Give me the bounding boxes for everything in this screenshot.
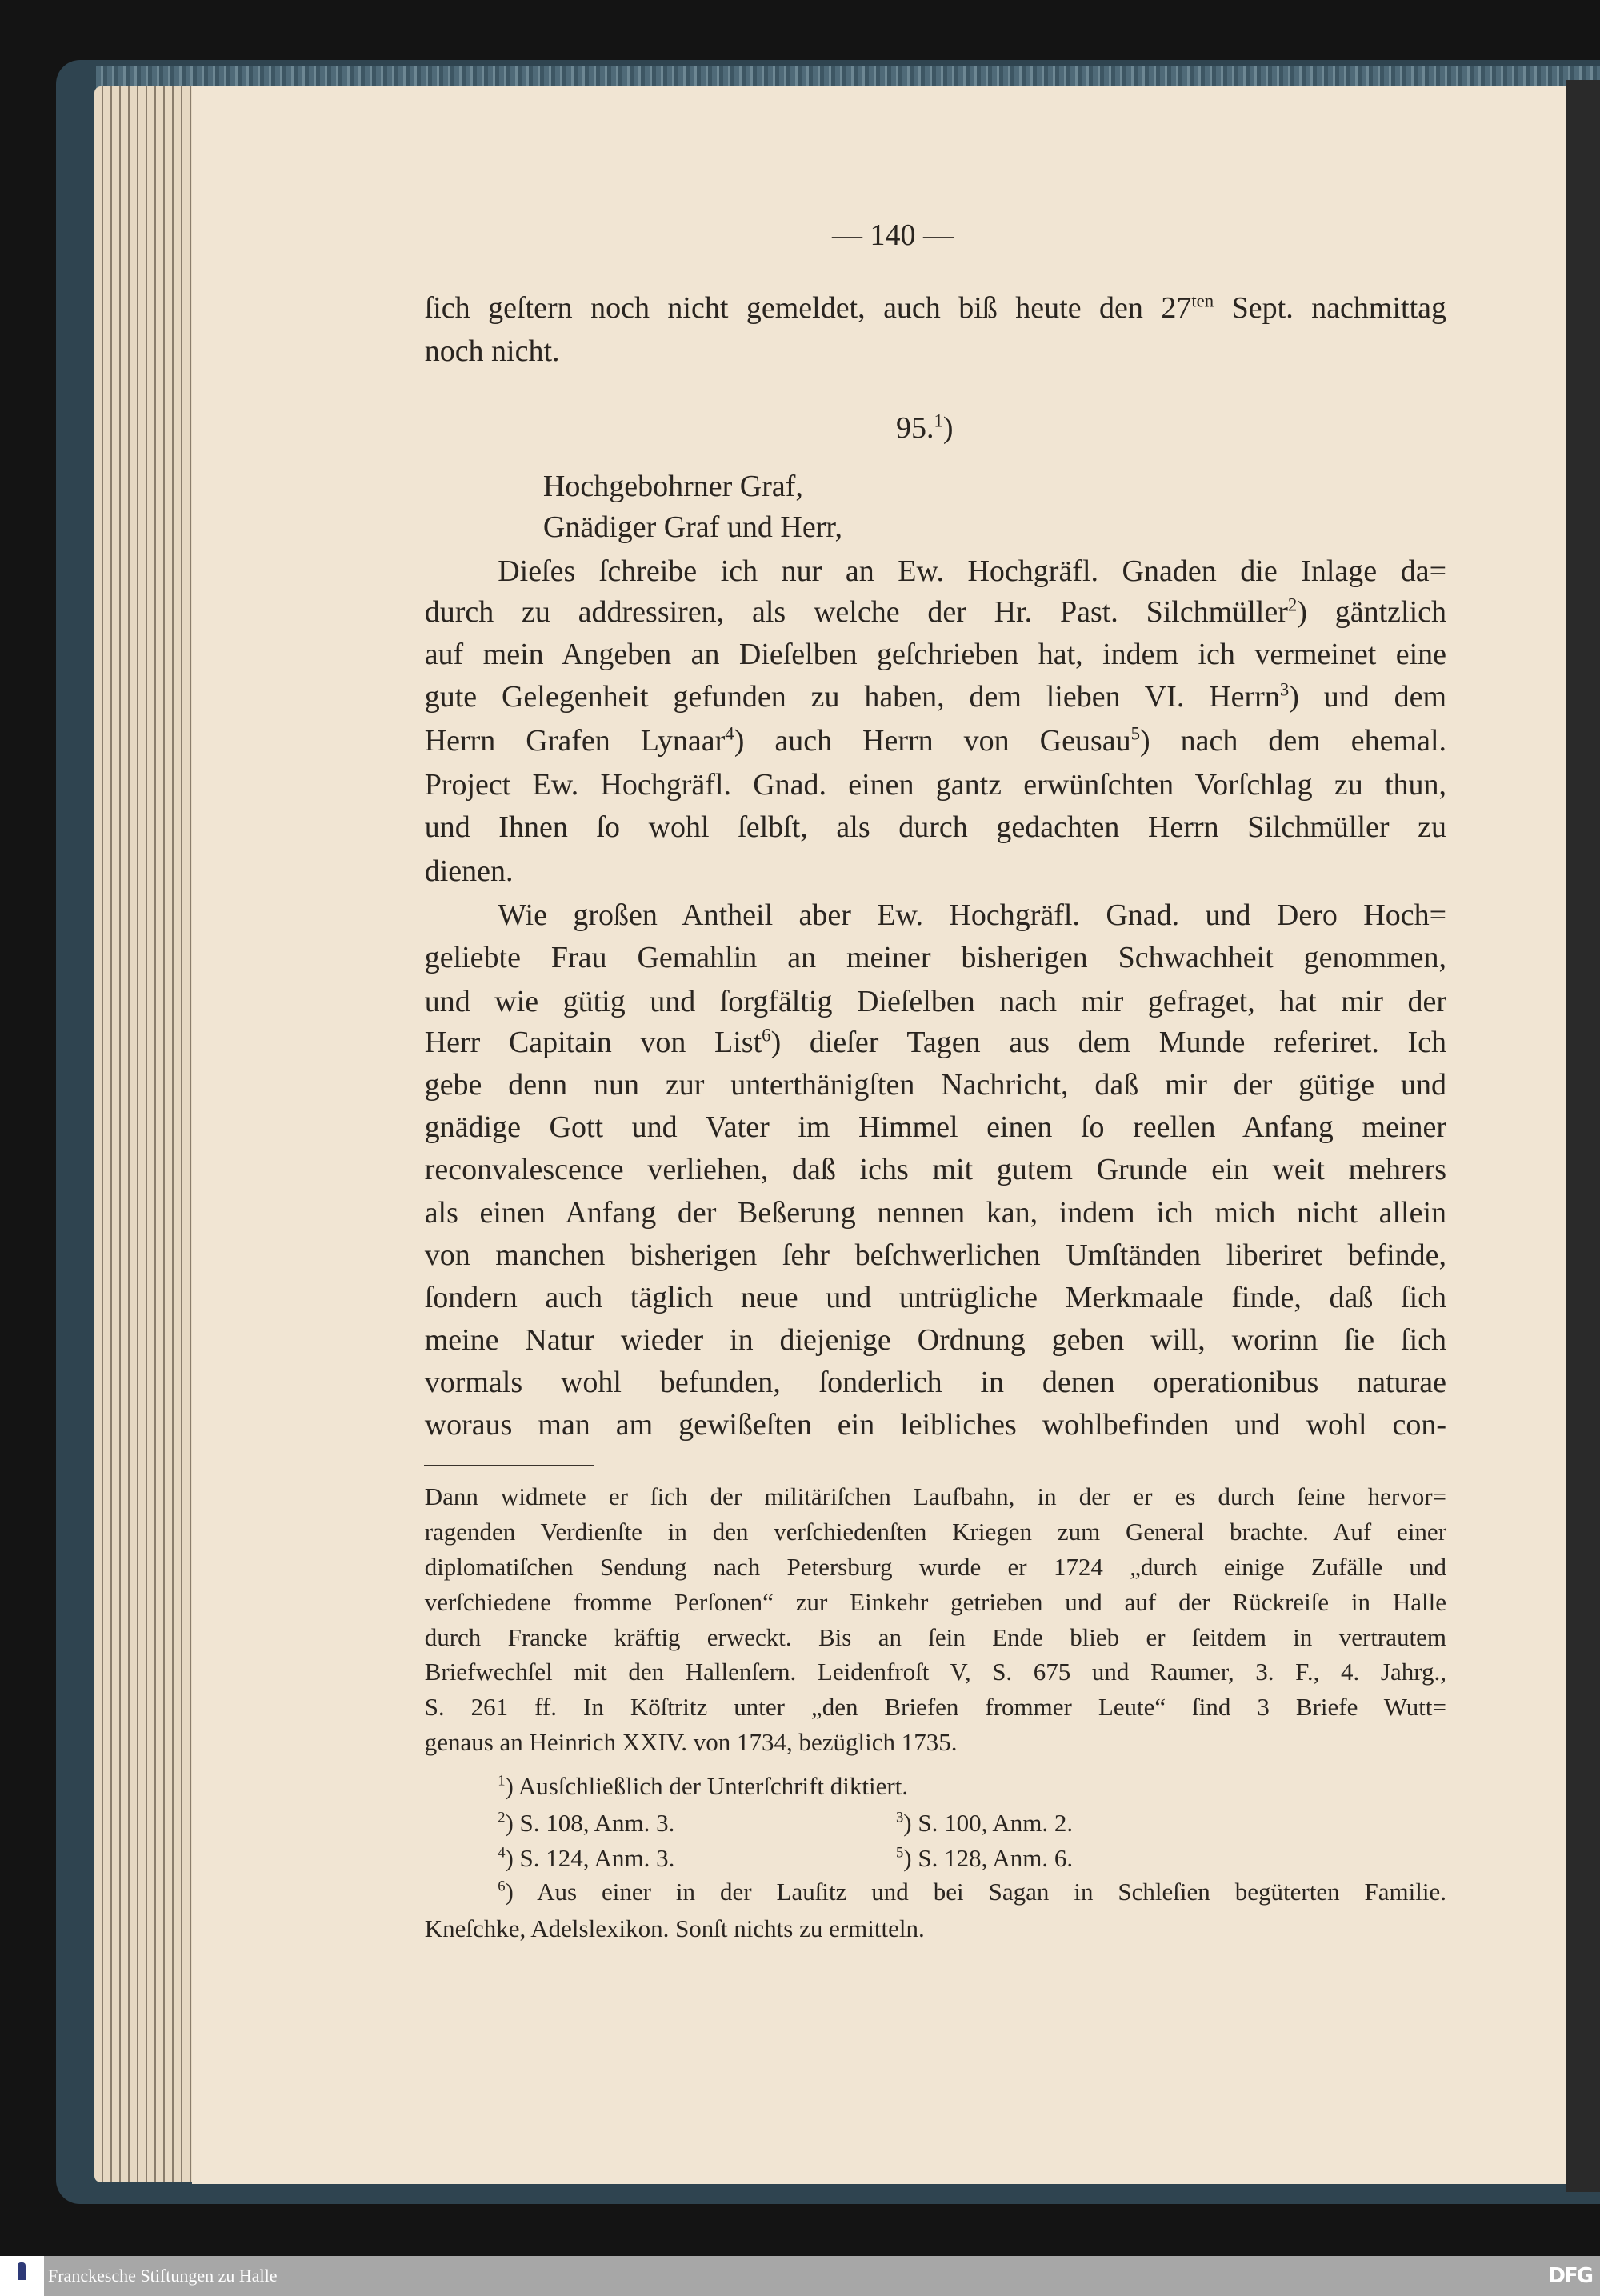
text-line: Hochgebohrner Graf, — [542, 469, 803, 503]
text-line: Dieſes ſchreibe ich nur an Ew. Hochgräfl. Gnaden die Inlage da= — [498, 554, 1447, 588]
text-line: meine Natur wieder in diejenige Ordnung geben will, worinn ſie ſich — [424, 1322, 1447, 1357]
text-line: Herrn Grafen Lynaar$^4$) auch Herrn von Geusau$^5$) nach dem ehemal. — [424, 723, 1447, 758]
funder-logo: DFG — [1548, 2264, 1592, 2288]
text-line: Wie großen Antheil aber Ew. Hochgräfl. Gnad. und Dero Hoch= — [498, 898, 1447, 933]
book-gutter — [1566, 80, 1600, 2192]
footnote-line: $^4$) S. 124, Anm. 3. — [498, 1843, 675, 1872]
footnote-line: Kneſchke, Adelslexikon. Sonſt nichts zu ermitteln. — [424, 1914, 925, 1942]
text-line: woraus man am gewißeſten ein leibliches wohlbefinden und wohl con- — [424, 1407, 1447, 1442]
text-line: und Ihnen ſo wohl ſelbſt, als durch gedachten Herrn Silchmüller zu — [424, 810, 1447, 845]
page-number: — 140 — — [832, 218, 954, 252]
text-line: dienen. — [424, 854, 514, 889]
text-line: und wie gütig und ſorgfältig Dieſelben nach mir gefraget, hat mir der — [424, 984, 1447, 1018]
footnote-line: durch Francke kräftig erweckt. Bis an ſein Ende blieb er ſeitdem in vertrautem — [424, 1622, 1447, 1651]
text-line: von manchen bisherigen ſehr beſchwerlichen Umſtänden liberiret befinde, — [424, 1238, 1447, 1272]
footnote-line: verſchiedene fromme Perſonen“ zur Einkehr getrieben und auf der Rückreiſe in Halle — [424, 1587, 1447, 1616]
footnote-line: genaus an Heinrich XXIV. von 1734, bezüglich 1735. — [424, 1728, 958, 1757]
footnote-line: $^2$) S. 108, Anm. 3. — [498, 1808, 675, 1837]
text-line: ſich geſtern noch nicht gemeldet, auch biß heute den $27^{ten}$ Sept. nachmittag — [424, 290, 1447, 325]
footnote-line: $^1$) Ausſchließlich der Unterſchrift diktiert. — [498, 1772, 909, 1801]
footnote-line: diplomatiſchen Sendung nach Petersburg wurde er 1724 „durch einige Zufälle und — [424, 1552, 1447, 1581]
footnote-line: $^5$) S. 128, Anm. 6. — [895, 1843, 1074, 1872]
page-edges — [94, 86, 198, 2182]
text-line: ſondern auch täglich neue und untrügliche Merkmaale finde, daß ſich — [424, 1280, 1447, 1314]
text-line: geliebte Frau Gemahlin an meiner bisherigen Schwachheit genommen, — [424, 941, 1447, 975]
footnote-line: $^3$) S. 100, Anm. 2. — [895, 1808, 1074, 1837]
footnote-line: $^6$) Aus einer in der Lauſitz und bei Sagan in Schleſien begüterten Familie. — [498, 1877, 1447, 1906]
text-line: Gnädiger Graf und Herr, — [542, 510, 843, 545]
text-line: durch zu addressiren, als welche der Hr. Past. Silchmüller$^2$) gäntzlich — [424, 594, 1447, 630]
footnote-line: ragenden Verdienſte in den verſchiedenſten Kriegen zum General brachte. Auf einer — [424, 1517, 1447, 1546]
text-line: gebe denn nun zur unterthänigſten Nachricht, daß mir der gütige und — [424, 1068, 1447, 1102]
footnote-rule — [424, 1465, 594, 1466]
institution-logo — [0, 2256, 44, 2296]
text-line: gnädige Gott und Vater im Himmel einen ſo reellen Anfang meiner — [424, 1110, 1447, 1145]
footnote-line: Dann widmete er ſich der militäriſchen Laufbahn, in der er es durch ſeine hervor= — [424, 1482, 1447, 1510]
footnote-line: S. 261 ff. In Köſtritz unter „den Briefen frommer Leute“ ſind 3 Briefe Wutt= — [424, 1693, 1447, 1722]
text-line: Project Ew. Hochgräfl. Gnad. einen gantz erwünſchten Vorſchlag zu thun, — [424, 768, 1447, 802]
text-line: Herr Capitain von List$^6$) dieſer Tagen aus dem Munde referiret. Ich — [424, 1025, 1447, 1060]
viewer-footer — [0, 2256, 1600, 2296]
text-line: reconvalescence verliehen, daß ichs mit gutem Grunde ein weit mehrers — [424, 1153, 1447, 1187]
institution-name: Franckesche Stiftungen zu Halle — [48, 2266, 278, 2286]
text-line: 95.$^1$) — [895, 410, 954, 445]
text-line: auf mein Angeben an Dieſelben geſchrieben hat, indem ich vermeinet eine — [424, 638, 1447, 672]
footnote-line: Briefwechſel mit den Hallenſern. Leidenfroſt V, S. 675 und Raumer, 3. F., 4. Jahrg., — [424, 1658, 1447, 1686]
text-line: vormals wohl befunden, ſonderlich in denen operationibus naturae — [424, 1365, 1447, 1399]
text-line: noch nicht. — [424, 334, 560, 369]
text-line: als einen Anfang der Beßerung nennen kan, indem ich mich nicht allein — [424, 1195, 1447, 1230]
text-line: gute Gelegenheit gefunden zu haben, dem lieben VI. Herrn$^3$) und dem — [424, 679, 1447, 714]
